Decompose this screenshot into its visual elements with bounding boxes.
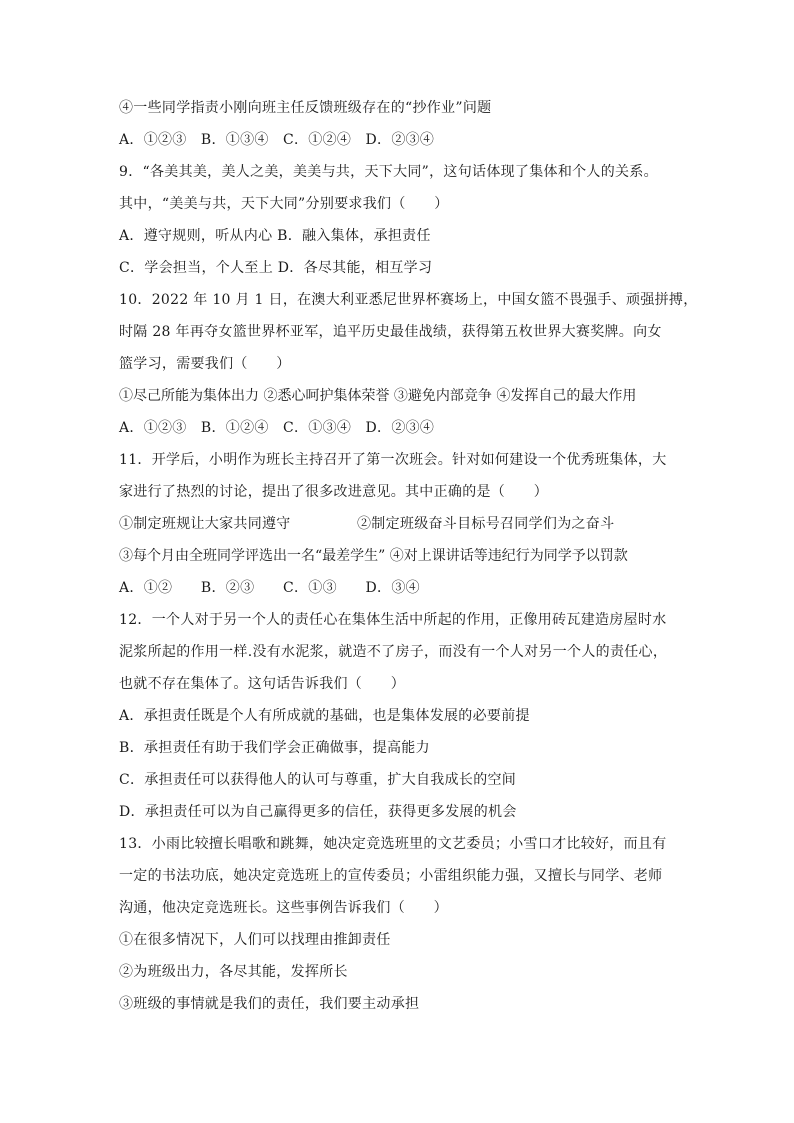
q12-choice-b: B．承担责任有助于我们学会正确做事，提高能力 xyxy=(119,740,430,756)
q11-option-2: ②制定班级奋斗目标号召同学们为之奋斗 xyxy=(357,516,615,532)
q8-option-4: ④一些同学指责小刚向班主任反馈班级存在的“抄作业”问题 xyxy=(119,100,492,116)
q8-answer-choices: A．①②③ B．①③④ C．①②④ D．②③④ xyxy=(119,132,435,148)
q13-option-2: ②为班级出力，各尽其能，发挥所长 xyxy=(119,964,348,980)
q13-stem-end: 沟通，他决定竞选班长。这些事例告诉我们（ ） xyxy=(119,900,448,916)
q12-choice-c: C．承担责任可以获得他人的认可与尊重，扩大自我成长的空间 xyxy=(119,772,517,788)
q10-stem: 10．2022 年 10 月 1 日，在澳大利亚悉尼世界杯赛场上，中国女篮不畏强手、顽强拼搏， xyxy=(119,292,698,308)
q11-answer-choices: A．①② B．②③ C．①③ D．③④ xyxy=(119,580,420,596)
q10-options: ①尽己所能为集体出力 ②悉心呵护集体荣誉 ③避免内部竞争 ④发挥自己的最大作用 xyxy=(119,388,637,404)
q9-choices-cd: C．学会担当，个人至上 D．各尽其能，相互学习 xyxy=(119,260,433,276)
q12-stem-end: 也就不存在集体了。这句话告诉我们（ ） xyxy=(119,676,405,692)
q13-stem: 13．小雨比较擅长唱歌和跳舞，她决定竞选班里的文艺委员；小雪口才比较好，而且有 xyxy=(119,836,667,852)
q11-options-row2: ③每个月由全班同学评选出一名“最差学生” ④对上课讲话等违纪行为同学予以罚款 xyxy=(119,548,628,564)
q12-choice-a: A．承担责任既是个人有所成就的基础，也是集体发展的必要前提 xyxy=(119,708,530,724)
q9-stem: 9．“各美其美，美人之美，美美与共，天下大同”，这句话体现了集体和个人的关系。 xyxy=(119,164,658,180)
q11-stem-cont: 家进行了热烈的讨论，提出了很多改进意见。其中正确的是（ ） xyxy=(119,484,548,500)
q12-stem-cont: 泥浆所起的作用一样.没有水泥浆，就造不了房子，而没有一个人对另一个人的责任心， xyxy=(119,644,668,660)
q12-choice-d: D．承担责任可以为自己赢得更多的信任，获得更多发展的机会 xyxy=(119,804,517,820)
q9-stem-cont: 其中，“美美与共，天下大同”分别要求我们（ ） xyxy=(119,196,449,212)
q10-stem-cont: 时隔 28 年再夺女篮世界杯亚军，追平历史最佳战绩，获得第五枚世界大赛奖牌。向女 xyxy=(119,324,662,340)
q9-choices-ab: A．遵守规则，听从内心 B．融入集体，承担责任 xyxy=(119,228,431,244)
q10-answer-choices: A．①②③ B．①②④ C．①③④ D．②③④ xyxy=(119,420,435,436)
q13-stem-cont: 一定的书法功底，她决定竞选班上的宣传委员；小雷组织能力强，又擅长与同学、老师 xyxy=(119,868,663,884)
q12-stem: 12．一个人对于另一个人的责任心在集体生活中所起的作用，正像用砖瓦建造房屋时水 xyxy=(119,612,667,628)
q11-option-1: ①制定班规让大家共同遵守 xyxy=(119,516,291,532)
q10-stem-end: 篮学习，需要我们（ ） xyxy=(119,356,291,372)
q13-option-1: ①在很多情况下，人们可以找理由推卸责任 xyxy=(119,932,391,948)
q13-option-3: ③班级的事情就是我们的责任，我们要主动承担 xyxy=(119,996,420,1012)
q11-stem: 11．开学后，小明作为班长主持召开了第一次班会。针对如何建设一个优秀班集体，大 xyxy=(119,452,667,468)
